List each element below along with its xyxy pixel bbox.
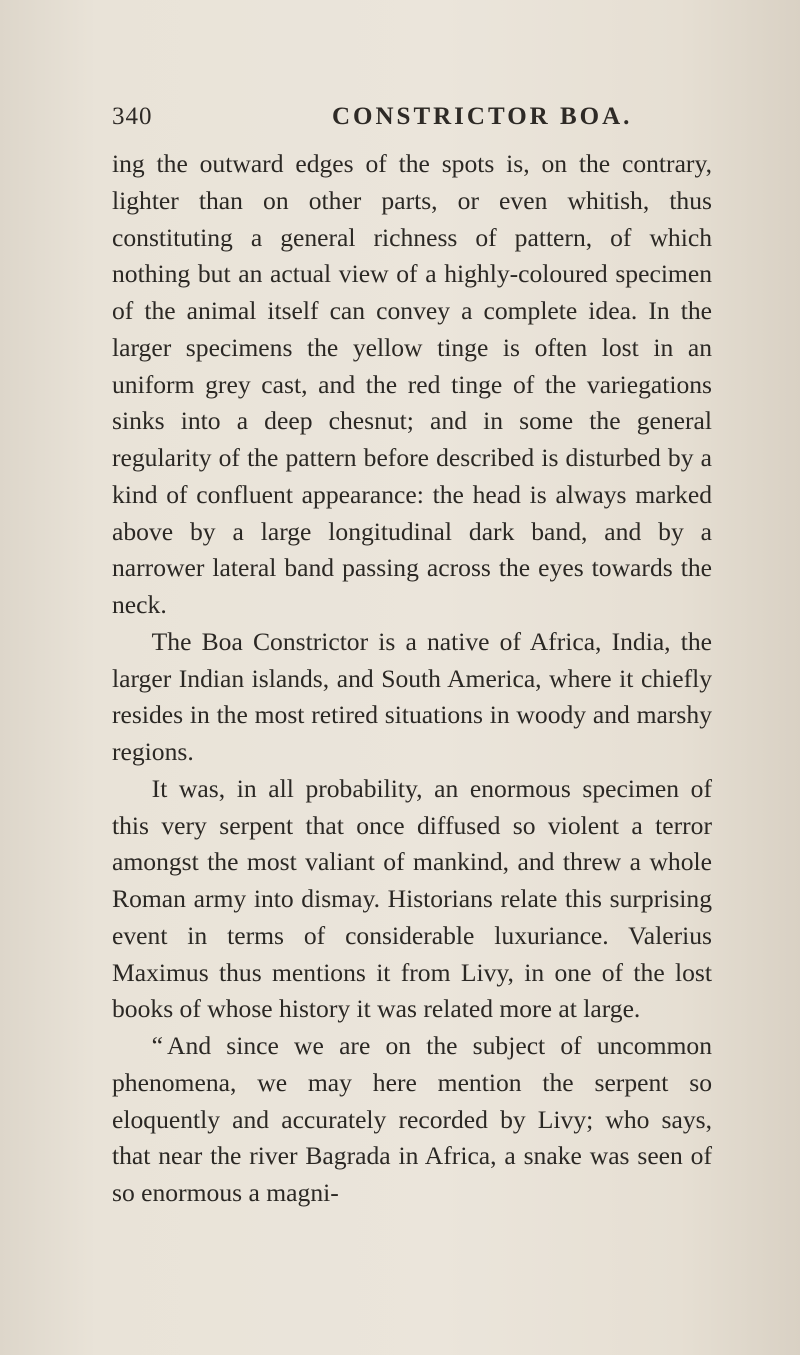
paragraph-roman-army: It was, in all probability, an enormous specimen of this very serpent that once diffused so violent a terror amongst the most valiant of mankind, and threw a whole Roman army into dismay. Historians relate this surprising event in terms of considerable luxuriance. Valerius Maximus thus mentions it from Livy, in one of the lost books of whose history it was related more at large. [112,773,712,1024]
paragraph-native-range: The Boa Constrictor is a native of Africa, India, the larger Indian islands, and South America, where it chiefly resides in the most retired situations in woody and marshy regions. [112,626,712,766]
opening-quote-mark: “ [151,1031,164,1060]
running-title: CONSTRICTOR BOA. [332,103,633,130]
running-head [112,100,732,134]
body-text [112,146,712,1212]
page-number: 340 [112,103,153,130]
paragraph-livy-quote [112,1028,712,1212]
paragraph-continued: ing the outward edges of the spots is, on the contrary, lighter than on other parts, or even whitish, thus constituting a general richness of pattern, of which nothing but an actual view of a highly-coloured specimen of the animal itself can convey a complete idea. In the larger specimens the yellow tinge is often lost in an uniform grey cast, and the red tinge of the variegations sinks into a deep chesnut; and in some the general regularity of the pattern before described is disturbed by a kind of confluent appearance: the head is always marked above by a large longitudinal dark band, and by a narrower lateral band passing across the eyes towards the neck. [112,149,712,619]
paragraph-livy-quote-text: And since we are on the subject of uncommon phenomena, we may here mention the serpent so eloquently and accurately recorded by Livy; who says, that near the river Bagrada in Africa, a snake was seen of so enormous a magni- [112,1031,712,1207]
